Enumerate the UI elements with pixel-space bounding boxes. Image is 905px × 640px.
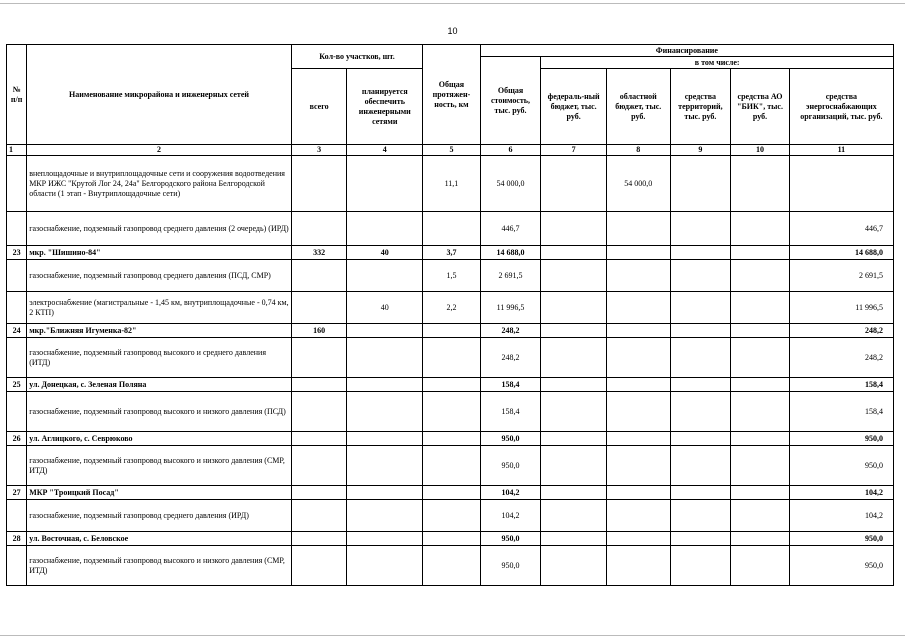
row-length [423,338,481,378]
page-number: 10 [447,26,458,36]
table-row [7,212,894,246]
row-bik [731,546,790,586]
table-row [7,338,894,378]
row-name: ул. Аглицкого, с. Севрюково [27,432,292,446]
header-name: Наименование микрорайона и инженерных сетей [27,45,292,145]
row-cost: 950,0 [480,432,541,446]
row-federal [541,432,607,446]
row-number [7,446,27,486]
row-energy: 14 688,0 [789,246,893,260]
column-number: 9 [670,145,731,156]
row-territories [670,446,731,486]
row-total-plots [291,292,347,324]
row-name: газоснабжение, подземный газопровод высокого и низкого давления (ПСД) [27,392,292,432]
row-number [7,338,27,378]
table-group-row [7,532,894,546]
row-total-plots [291,486,347,500]
row-territories [670,324,731,338]
row-energy: 446,7 [789,212,893,246]
row-regional: 54 000,0 [606,156,670,212]
scan-edge-top [0,3,905,4]
row-name: газоснабжение, подземный газопровод среднего давления (ПСД, СМР) [27,260,292,292]
row-planned-plots [347,500,423,532]
row-bik [731,392,790,432]
row-bik [731,324,790,338]
row-number: 26 [7,432,27,446]
row-energy: 248,2 [789,324,893,338]
row-federal [541,338,607,378]
row-number: 27 [7,486,27,500]
row-total-plots [291,212,347,246]
row-cost: 158,4 [480,392,541,432]
row-territories [670,500,731,532]
row-territories [670,212,731,246]
row-cost: 54 000,0 [480,156,541,212]
row-federal [541,378,607,392]
row-federal [541,532,607,546]
header-financing: Финансирование [480,45,893,57]
row-number [7,500,27,532]
row-federal [541,292,607,324]
header-bik: средства АО "БИК", тыс. руб. [731,69,790,145]
row-federal [541,156,607,212]
table-row [7,546,894,586]
row-bik [731,432,790,446]
row-territories [670,486,731,500]
header-length: Общая протяжен-ность, км [423,45,481,145]
row-bik [731,338,790,378]
header-including: в том числе: [541,57,894,69]
row-regional [606,246,670,260]
row-number [7,546,27,586]
header-cost: Общая стоимость, тыс. руб. [480,57,541,145]
header-total: всего [291,69,347,145]
column-number: 5 [423,145,481,156]
row-total-plots [291,532,347,546]
row-bik [731,212,790,246]
header-regional: областной бюджет, тыс. руб. [606,69,670,145]
row-name: газоснабжение, подземный газопровод среднего давления (2 очередь) (ИРД) [27,212,292,246]
row-planned-plots: 40 [347,292,423,324]
header-energy: средства энергоснабжающих организаций, тыс. руб. [789,69,893,145]
row-length: 11,1 [423,156,481,212]
row-territories [670,432,731,446]
header-plots: Кол-во участков, шт. [291,45,422,69]
column-number-row [7,145,894,156]
row-cost: 2 691,5 [480,260,541,292]
row-bik [731,378,790,392]
column-number: 3 [291,145,347,156]
header-territories: средства территорий, тыс. руб. [670,69,731,145]
row-regional [606,486,670,500]
table-row [7,500,894,532]
table-row [7,260,894,292]
row-federal [541,246,607,260]
row-number [7,156,27,212]
row-federal [541,546,607,586]
row-length [423,532,481,546]
row-total-plots: 332 [291,246,347,260]
row-name: МКР "Троицкий Посад" [27,486,292,500]
row-total-plots [291,338,347,378]
row-planned-plots [347,546,423,586]
row-territories [670,156,731,212]
row-regional [606,392,670,432]
row-energy: 248,2 [789,338,893,378]
row-energy: 104,2 [789,500,893,532]
row-territories [670,378,731,392]
row-total-plots [291,156,347,212]
row-planned-plots [347,378,423,392]
row-territories [670,246,731,260]
row-length [423,486,481,500]
row-cost: 14 688,0 [480,246,541,260]
table-group-row [7,246,894,260]
column-number: 8 [606,145,670,156]
row-length [423,446,481,486]
row-name: мкр."Ближняя Игуменка-82" [27,324,292,338]
row-cost: 104,2 [480,500,541,532]
row-name: ул. Восточная, с. Беловское [27,532,292,546]
row-number: 28 [7,532,27,546]
row-name: внеплощадочные и внутриплощадочные сети и сооружения водоотведения МКР ИЖС "Крутой Лог 24, 24а" Белгородского района Белгородской области (1 этап - Внутриплощадочные сети) [27,156,292,212]
table-row [7,292,894,324]
row-energy: 158,4 [789,378,893,392]
row-number [7,392,27,432]
row-planned-plots [347,338,423,378]
row-bik [731,446,790,486]
row-regional [606,260,670,292]
table-row [7,446,894,486]
row-planned-plots [347,260,423,292]
row-energy: 104,2 [789,486,893,500]
column-number: 7 [541,145,607,156]
column-number: 4 [347,145,423,156]
scan-edge-bottom [0,635,905,636]
row-regional [606,500,670,532]
row-cost: 11 996,5 [480,292,541,324]
table-row [7,156,894,212]
row-bik [731,260,790,292]
row-regional [606,446,670,486]
row-cost: 950,0 [480,546,541,586]
row-federal [541,486,607,500]
row-name: газоснабжение, подземный газопровод среднего давления (ИРД) [27,500,292,532]
row-total-plots: 160 [291,324,347,338]
row-total-plots [291,260,347,292]
row-length [423,324,481,338]
table-group-row [7,432,894,446]
row-planned-plots [347,432,423,446]
header-federal: федераль-ный бюджет, тыс. руб. [541,69,607,145]
row-regional [606,338,670,378]
row-territories [670,546,731,586]
table-group-row [7,324,894,338]
row-energy: 11 996,5 [789,292,893,324]
row-length [423,500,481,532]
row-planned-plots [347,486,423,500]
row-cost: 446,7 [480,212,541,246]
row-bik [731,486,790,500]
row-energy: 2 691,5 [789,260,893,292]
row-planned-plots [347,156,423,212]
row-territories [670,392,731,432]
row-number [7,292,27,324]
row-number: 23 [7,246,27,260]
row-regional [606,546,670,586]
table-group-row [7,378,894,392]
row-energy [789,156,893,212]
row-name: газоснабжение, подземный газопровод высокого и низкого давления (СМР, ИТД) [27,546,292,586]
row-territories [670,292,731,324]
row-federal [541,392,607,432]
row-total-plots [291,392,347,432]
row-length [423,212,481,246]
row-planned-plots [347,532,423,546]
row-energy: 950,0 [789,532,893,546]
row-planned-plots [347,392,423,432]
row-name: газоснабжение, подземный газопровод высокого и среднего давления (ИТД) [27,338,292,378]
row-cost: 950,0 [480,532,541,546]
row-energy: 158,4 [789,392,893,432]
row-length: 3,7 [423,246,481,260]
row-name: газоснабжение, подземный газопровод высокого и низкого давления (СМР, ИТД) [27,446,292,486]
row-cost: 950,0 [480,446,541,486]
row-territories [670,338,731,378]
column-number: 11 [789,145,893,156]
row-cost: 248,2 [480,324,541,338]
column-number: 1 [7,145,27,156]
row-regional [606,292,670,324]
row-planned-plots [347,212,423,246]
row-length [423,392,481,432]
row-planned-plots: 40 [347,246,423,260]
row-regional [606,432,670,446]
row-regional [606,212,670,246]
table-group-row [7,486,894,500]
header-no: № п/п [7,45,27,145]
row-energy: 950,0 [789,432,893,446]
row-regional [606,378,670,392]
row-length: 2,2 [423,292,481,324]
row-bik [731,292,790,324]
row-number: 24 [7,324,27,338]
table-row [7,392,894,432]
row-bik [731,156,790,212]
row-cost: 158,4 [480,378,541,392]
row-territories [670,532,731,546]
row-name: ул. Донецкая, с. Зеленая Поляна [27,378,292,392]
row-federal [541,260,607,292]
row-federal [541,324,607,338]
row-total-plots [291,378,347,392]
row-territories [670,260,731,292]
row-length: 1,5 [423,260,481,292]
header-planned: планируется обеспечить инженерными сетями [347,69,423,145]
row-number: 25 [7,378,27,392]
row-total-plots [291,446,347,486]
row-energy: 950,0 [789,546,893,586]
row-number [7,260,27,292]
row-bik [731,532,790,546]
row-energy: 950,0 [789,446,893,486]
row-name: мкр. "Шишино-84" [27,246,292,260]
row-bik [731,500,790,532]
row-regional [606,324,670,338]
row-length [423,546,481,586]
row-bik [731,246,790,260]
row-total-plots [291,432,347,446]
row-length [423,432,481,446]
row-planned-plots [347,324,423,338]
row-regional [606,532,670,546]
column-number: 6 [480,145,541,156]
row-cost: 248,2 [480,338,541,378]
row-total-plots [291,546,347,586]
column-number: 2 [27,145,292,156]
row-planned-plots [347,446,423,486]
table-body [7,156,894,586]
row-total-plots [291,500,347,532]
row-federal [541,446,607,486]
row-federal [541,212,607,246]
row-name: электроснабжение (магистральные - 1,45 км, внутриплощадочные - 0,74 км, 2 КТП) [27,292,292,324]
row-federal [541,500,607,532]
row-length [423,378,481,392]
row-cost: 104,2 [480,486,541,500]
row-number [7,212,27,246]
column-number: 10 [731,145,790,156]
financing-table [6,44,894,586]
